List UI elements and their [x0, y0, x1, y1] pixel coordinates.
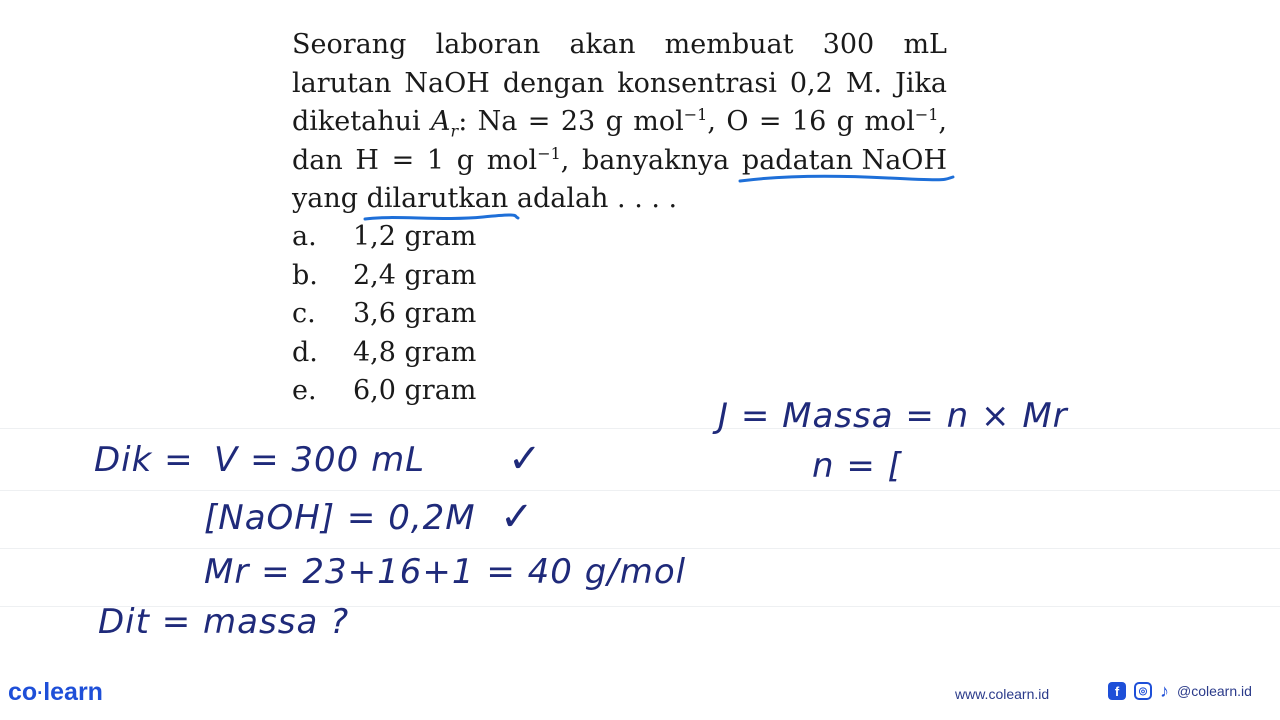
- logo-text: learn: [43, 678, 103, 706]
- option-text: 1,2 gram: [353, 221, 477, 252]
- facebook-icon[interactable]: f: [1108, 682, 1126, 700]
- handwritten-underline: [738, 172, 958, 186]
- highlight-dilarutkan: [367, 180, 509, 219]
- option-letter: e.: [292, 375, 317, 406]
- ruled-line: [0, 548, 1280, 549]
- answer-options: [292, 218, 476, 411]
- website-link[interactable]: www.colearn.id: [955, 686, 1050, 702]
- option-letter: c.: [292, 298, 316, 329]
- highlight-text: padatan NaOH: [741, 144, 947, 176]
- instagram-icon[interactable]: ◎: [1134, 682, 1152, 700]
- hw-dit: Dit = massa ?: [98, 602, 350, 642]
- option-d[interactable]: [292, 334, 476, 373]
- question-part: , dan H = 1 g mol: [292, 106, 948, 176]
- option-e[interactable]: [292, 372, 476, 411]
- option-a[interactable]: [292, 218, 476, 257]
- superscript: −1: [537, 143, 561, 163]
- hw-dik-label: Dik =: [94, 440, 194, 480]
- hw-check-icon: ✓: [500, 494, 535, 540]
- tiktok-icon[interactable]: ♪: [1160, 680, 1169, 701]
- question-part: , banyaknya: [560, 144, 742, 176]
- highlight-padatan-naoh: [742, 142, 947, 181]
- social-links: [1108, 682, 1252, 700]
- option-text: 4,8 gram: [353, 336, 477, 368]
- colearn-logo: [8, 678, 103, 707]
- option-b[interactable]: [292, 257, 476, 296]
- option-text: 3,6 gram: [353, 298, 477, 329]
- question-part: yang: [292, 183, 367, 214]
- question-text: [292, 26, 947, 219]
- ruled-line: [0, 490, 1280, 491]
- hw-mr: Mr = 23+16+1 = 40 g/mol: [204, 552, 687, 592]
- question-part: Seorang laboran akan membuat 300 mL larutan NaOH dengan konsentrasi 0,2 M. Jika diketahui: [292, 29, 947, 137]
- hw-volume: V = 300 mL: [214, 440, 426, 480]
- ar-subscript: r: [450, 121, 459, 141]
- hw-answer-heading: J = Massa = n × Mr: [718, 396, 1068, 436]
- option-letter: b.: [292, 259, 318, 291]
- ruled-line: [0, 428, 1280, 429]
- hw-check-icon: ✓: [508, 436, 543, 482]
- option-text: 6,0 gram: [353, 375, 477, 406]
- superscript: −1: [683, 105, 708, 124]
- option-text: 2,4 gram: [353, 259, 477, 291]
- question-part: , O = 16 g mol: [707, 106, 915, 137]
- hw-concentration: [NaOH] = 0,2M: [204, 498, 476, 538]
- superscript: −1: [914, 105, 939, 124]
- logo-text: co: [8, 678, 38, 706]
- hw-n-line: n = [: [812, 446, 902, 486]
- option-letter: a.: [292, 221, 317, 252]
- question-part: adalah . . . .: [508, 183, 678, 214]
- logo-dot: ·: [37, 682, 44, 703]
- social-handle[interactable]: @colearn.id: [1177, 683, 1252, 699]
- footer: [0, 670, 1280, 720]
- question-part: : Na = 23 g mol: [458, 106, 684, 137]
- highlight-text: dilarutkan: [366, 183, 509, 214]
- option-c[interactable]: [292, 295, 476, 334]
- option-letter: d.: [292, 336, 318, 368]
- ar-symbol: A: [431, 106, 451, 137]
